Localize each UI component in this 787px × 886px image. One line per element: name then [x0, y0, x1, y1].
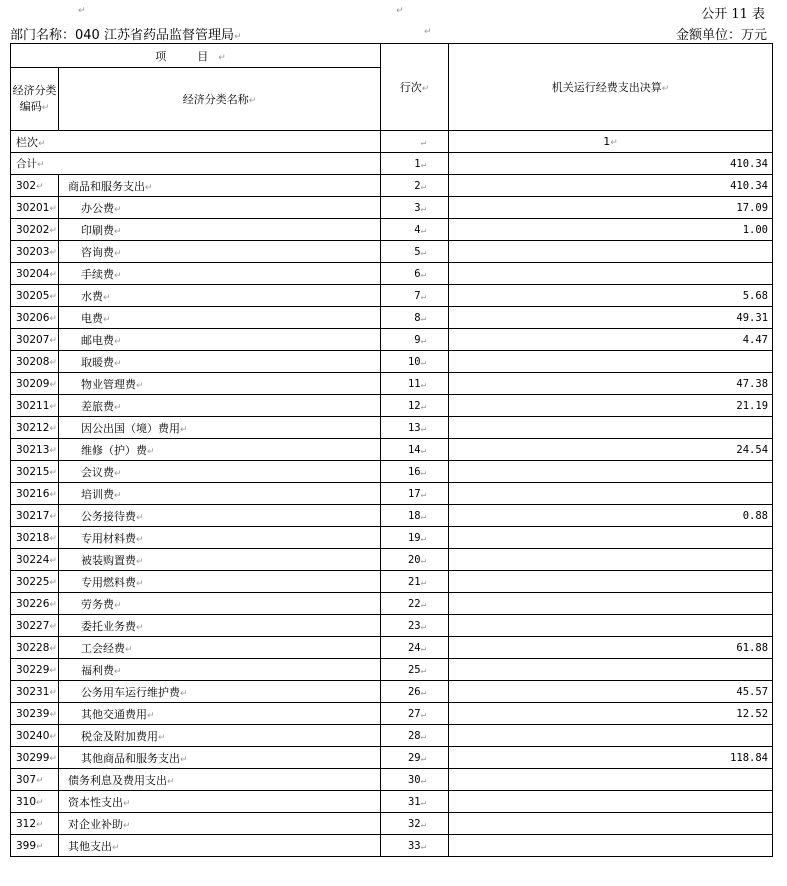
column-index-row: [11, 131, 773, 153]
row-line-number: 7↵: [381, 285, 449, 307]
table-row: [11, 439, 773, 461]
row-amount: [449, 571, 773, 593]
row-code: 30231↵: [11, 681, 59, 703]
row-name: 办公费↵: [59, 197, 381, 219]
row-line-number: 28↵: [381, 725, 449, 747]
table-row: [11, 813, 773, 835]
row-amount: 0.88: [449, 505, 773, 527]
row-line-number: 12↵: [381, 395, 449, 417]
row-name: 公务接待费↵: [59, 505, 381, 527]
row-line-number: 5↵: [381, 241, 449, 263]
table-row: [11, 461, 773, 483]
row-name: 咨询费↵: [59, 241, 381, 263]
row-code: 30202↵: [11, 219, 59, 241]
table-row: [11, 527, 773, 549]
row-name: 维修（护）费↵: [59, 439, 381, 461]
row-line-number: 9↵: [381, 329, 449, 351]
row-code: 30225↵: [11, 571, 59, 593]
row-code: 30206↵: [11, 307, 59, 329]
row-code: 30224↵: [11, 549, 59, 571]
row-name: 资本性支出↵: [59, 791, 381, 813]
row-amount: [449, 769, 773, 791]
row-line-number: 14↵: [381, 439, 449, 461]
department-name: 部门名称：040 江苏省药品监督管理局↵: [10, 28, 242, 43]
row-code: 30201↵: [11, 197, 59, 219]
amount-column-header: 机关运行经费支出决算↵: [449, 44, 773, 131]
row-name: 税金及附加费用↵: [59, 725, 381, 747]
paragraph-mark-icon: ↵: [424, 27, 432, 37]
table-row: [11, 219, 773, 241]
row-amount: [449, 263, 773, 285]
table-row: [11, 703, 773, 725]
row-line-number: 32↵: [381, 813, 449, 835]
row-amount: [449, 549, 773, 571]
row-amount: 49.31: [449, 307, 773, 329]
table-row: [11, 747, 773, 769]
row-line-number: 1↵: [381, 153, 449, 175]
row-amount: [449, 791, 773, 813]
row-name: 专用燃料费↵: [59, 571, 381, 593]
item-header: 项 目↵: [11, 44, 381, 68]
row-amount: [449, 417, 773, 439]
row-code: 399↵: [11, 835, 59, 857]
row-name: 差旅费↵: [59, 395, 381, 417]
row-code: 30216↵: [11, 483, 59, 505]
lanci-value: 1↵: [449, 131, 773, 153]
lanci-line-cell: ↵: [381, 131, 449, 153]
row-amount: 1.00: [449, 219, 773, 241]
row-line-number: 33↵: [381, 835, 449, 857]
row-line-number: 22↵: [381, 593, 449, 615]
row-line-number: 21↵: [381, 571, 449, 593]
row-amount: 5.68: [449, 285, 773, 307]
row-name: 商品和服务支出↵: [59, 175, 381, 197]
paragraph-mark-icon: ↵: [233, 32, 242, 42]
row-amount: [449, 593, 773, 615]
row-amount: [449, 351, 773, 373]
row-name: 会议费↵: [59, 461, 381, 483]
row-amount: 410.34: [449, 153, 773, 175]
table-row: [11, 263, 773, 285]
row-code: 310↵: [11, 791, 59, 813]
amount-unit: 金额单位：万元: [675, 28, 767, 43]
row-name: 工会经费↵: [59, 637, 381, 659]
row-line-number: 6↵: [381, 263, 449, 285]
row-amount: [449, 725, 773, 747]
row-amount: 21.19: [449, 395, 773, 417]
row-name: 其他商品和服务支出↵: [59, 747, 381, 769]
row-line-number: 30↵: [381, 769, 449, 791]
top-paragraph-marks: [0, 6, 787, 20]
table-row: [11, 395, 773, 417]
table-row: [11, 417, 773, 439]
row-amount: 410.34: [449, 175, 773, 197]
row-line-number: 19↵: [381, 527, 449, 549]
lanci-label: 栏次↵: [11, 131, 381, 153]
table-row: [11, 483, 773, 505]
row-amount: 12.52: [449, 703, 773, 725]
row-line-number: 31↵: [381, 791, 449, 813]
row-code: 30228↵: [11, 637, 59, 659]
row-code: 30227↵: [11, 615, 59, 637]
table-row: [11, 615, 773, 637]
table-row: [11, 659, 773, 681]
row-name: 物业管理费↵: [59, 373, 381, 395]
row-line-number: 25↵: [381, 659, 449, 681]
row-line-number: 11↵: [381, 373, 449, 395]
table-row: [11, 725, 773, 747]
table-row: [11, 549, 773, 571]
row-name: 其他交通费用↵: [59, 703, 381, 725]
row-amount: 17.09: [449, 197, 773, 219]
row-name: 对企业补助↵: [59, 813, 381, 835]
row-name: 福利费↵: [59, 659, 381, 681]
row-code: 30218↵: [11, 527, 59, 549]
row-code: 30209↵: [11, 373, 59, 395]
row-code: 30205↵: [11, 285, 59, 307]
row-amount: [449, 835, 773, 857]
row-amount: [449, 659, 773, 681]
economic-name-header: 经济分类名称↵: [59, 68, 381, 131]
row-amount: 61.88: [449, 637, 773, 659]
row-line-number: 24↵: [381, 637, 449, 659]
row-name: 邮电费↵: [59, 329, 381, 351]
row-amount: [449, 615, 773, 637]
row-code: 30215↵: [11, 461, 59, 483]
line-number-header: 行次↵: [381, 44, 449, 131]
row-code: 30239↵: [11, 703, 59, 725]
row-line-number: 26↵: [381, 681, 449, 703]
row-line-number: 10↵: [381, 351, 449, 373]
row-name: 被装购置费↵: [59, 549, 381, 571]
row-name: 水费↵: [59, 285, 381, 307]
table-row: [11, 175, 773, 197]
economic-code-header: 经济分类编码↵: [11, 68, 59, 131]
row-line-number: 27↵: [381, 703, 449, 725]
row-code: 30212↵: [11, 417, 59, 439]
row-code: 30299↵: [11, 747, 59, 769]
row-amount: [449, 483, 773, 505]
row-code: 30229↵: [11, 659, 59, 681]
row-line-number: 13↵: [381, 417, 449, 439]
table-row: [11, 681, 773, 703]
table-row: [11, 637, 773, 659]
row-line-number: 29↵: [381, 747, 449, 769]
row-amount: [449, 527, 773, 549]
table-row: [11, 351, 773, 373]
row-amount: 45.57: [449, 681, 773, 703]
row-code: 302↵: [11, 175, 59, 197]
header-row-item: [11, 44, 773, 68]
table-row: [11, 835, 773, 857]
row-code: 30240↵: [11, 725, 59, 747]
table-row: [11, 593, 773, 615]
row-line-number: 3↵: [381, 197, 449, 219]
row-name: 印刷费↵: [59, 219, 381, 241]
row-amount: 47.38: [449, 373, 773, 395]
row-code: 合计↵: [11, 153, 381, 175]
row-code: 30213↵: [11, 439, 59, 461]
table-row: [11, 769, 773, 791]
row-name: 培训费↵: [59, 483, 381, 505]
table-row: [11, 571, 773, 593]
row-name: 公务用车运行维护费↵: [59, 681, 381, 703]
table-row: [11, 285, 773, 307]
paragraph-mark-icon: ↵: [396, 6, 404, 16]
row-code: 312↵: [11, 813, 59, 835]
table-row: [11, 197, 773, 219]
table-row: [11, 791, 773, 813]
row-line-number: 16↵: [381, 461, 449, 483]
row-name: 委托业务费↵: [59, 615, 381, 637]
row-amount: 24.54: [449, 439, 773, 461]
row-amount: 4.47: [449, 329, 773, 351]
row-code: 30211↵: [11, 395, 59, 417]
row-code: 30208↵: [11, 351, 59, 373]
row-code: 307↵: [11, 769, 59, 791]
row-line-number: 20↵: [381, 549, 449, 571]
row-line-number: 2↵: [381, 175, 449, 197]
row-name: 债务利息及费用支出↵: [59, 769, 381, 791]
row-code: 30207↵: [11, 329, 59, 351]
table-row: [11, 373, 773, 395]
row-code: 30204↵: [11, 263, 59, 285]
row-line-number: 17↵: [381, 483, 449, 505]
row-name: 劳务费↵: [59, 593, 381, 615]
row-line-number: 8↵: [381, 307, 449, 329]
row-name: 专用材料费↵: [59, 527, 381, 549]
paragraph-mark-icon: ↵: [78, 6, 86, 16]
table-row: [11, 307, 773, 329]
expense-table: [10, 43, 773, 857]
row-code: 30226↵: [11, 593, 59, 615]
row-amount: 118.84: [449, 747, 773, 769]
table-row: [11, 153, 773, 175]
row-name: 手续费↵: [59, 263, 381, 285]
row-amount: [449, 813, 773, 835]
row-name: 因公出国（境）费用↵: [59, 417, 381, 439]
table-row: [11, 241, 773, 263]
row-code: 30217↵: [11, 505, 59, 527]
row-line-number: 18↵: [381, 505, 449, 527]
table-row: [11, 505, 773, 527]
row-line-number: 23↵: [381, 615, 449, 637]
row-name: 其他支出↵: [59, 835, 381, 857]
row-amount: [449, 241, 773, 263]
row-line-number: 4↵: [381, 219, 449, 241]
form-label: 公开 11 表: [701, 7, 765, 22]
row-name: 取暖费↵: [59, 351, 381, 373]
row-code: 30203↵: [11, 241, 59, 263]
row-name: 电费↵: [59, 307, 381, 329]
table-row: [11, 329, 773, 351]
row-amount: [449, 461, 773, 483]
